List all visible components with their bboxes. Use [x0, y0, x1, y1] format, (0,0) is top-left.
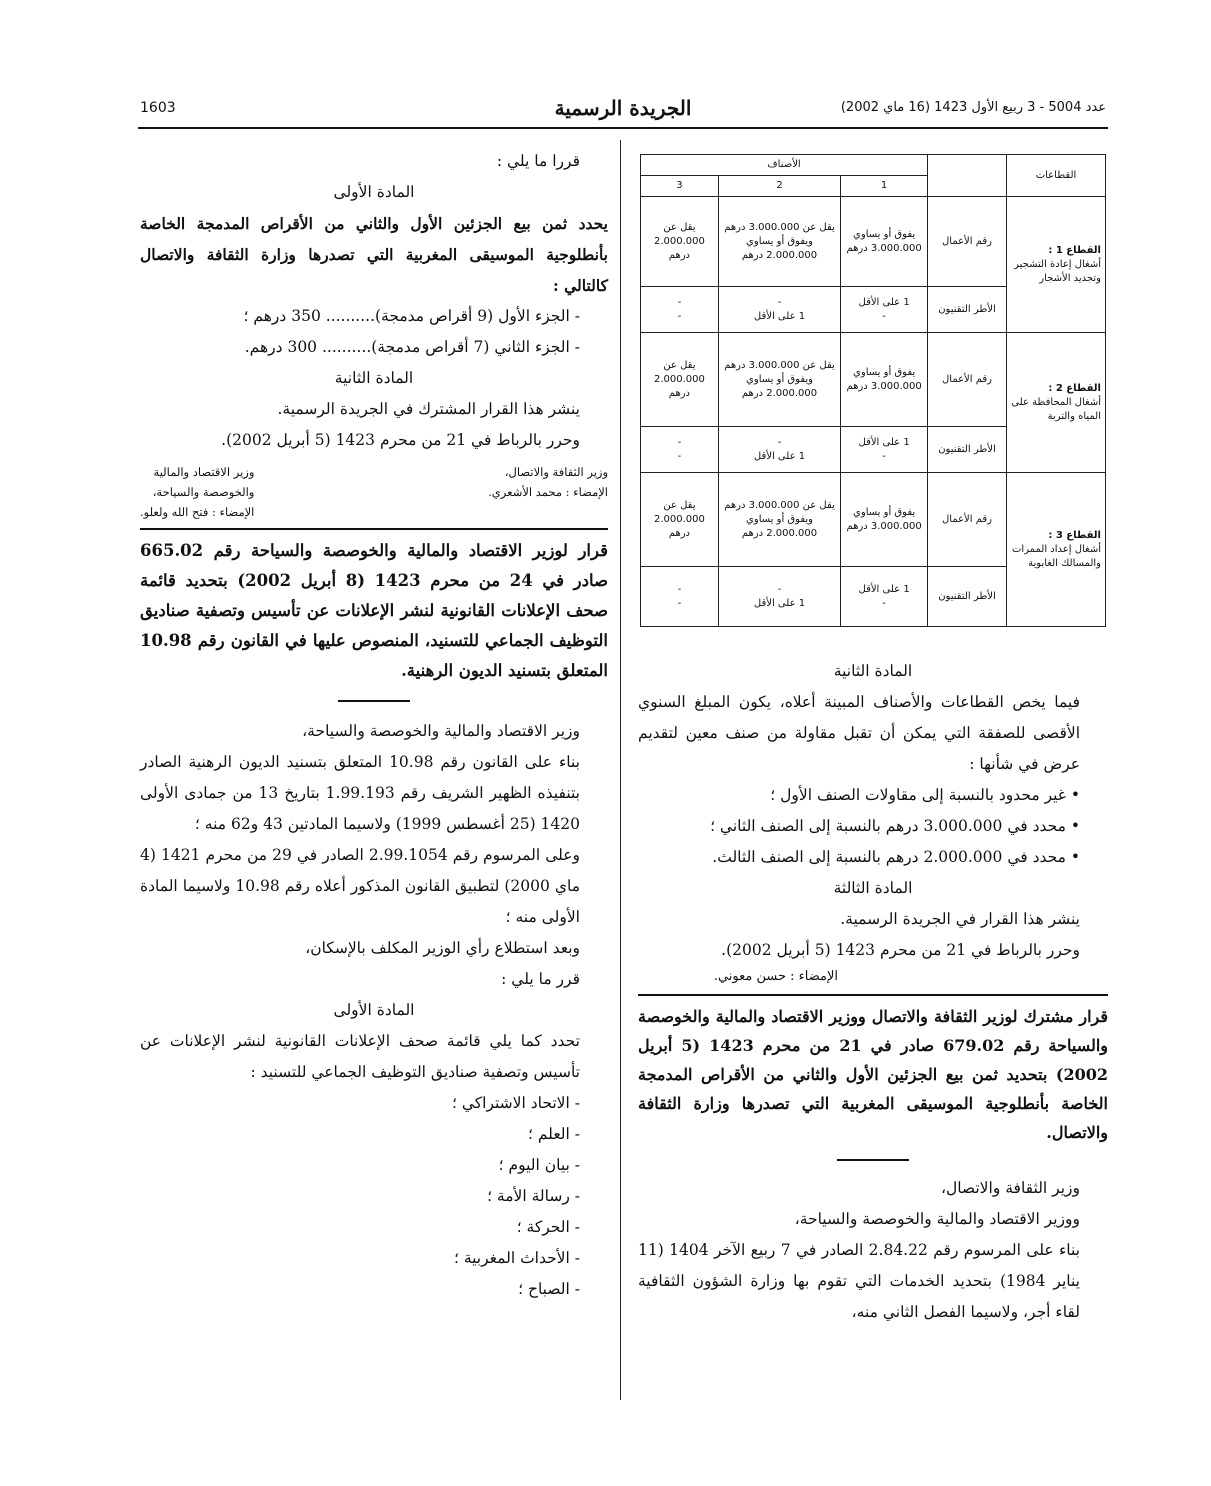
newspaper-item: - بيان اليوم ؛: [498, 1156, 580, 1174]
newspaper-item: - رسالة الأمة ؛: [487, 1187, 580, 1205]
article-3-text: ينشر هذا القرار في الجريدة الرسمية.: [840, 910, 1080, 928]
signature-right: الإمضاء : حسن معوني.: [713, 969, 838, 984]
done-at-right: وحرر بالرباط في 21 من محرم 1423 (5 أبريل 2002).: [721, 941, 1080, 959]
newspaper-item: - الأحداث المغربية ؛: [453, 1249, 580, 1267]
column-divider: [620, 140, 621, 1400]
row-turnover: رقم الأعمال: [928, 333, 1007, 427]
page-number: 1603: [140, 100, 176, 116]
cell-class-2: يقل عن 3.000.000 درهم ويفوق أو يساوي 2.000.000 درهم: [718, 333, 840, 427]
cell-staff-1: 1 على الأقل -: [841, 427, 928, 473]
header-class-1: 1: [841, 176, 928, 197]
cell-class-2: يقل عن 3.000.000 درهم ويفوق أو يساوي 2.000.000 درهم: [718, 473, 840, 567]
short-rule-right: [837, 1159, 909, 1161]
cell-staff-3: - -: [641, 427, 719, 473]
cell-staff-3: - -: [641, 567, 719, 627]
gazette-title: الجريدة الرسمية: [554, 96, 692, 120]
decree-679-title: قرار مشترك لوزير الثقافة والاتصال ووزير الاقتصاد والمالية والخوصصة والسياحة رقم 679.02 صادر في 21 من محرم 1423 (5 أبريل 2002) بتحديد ثمن بيع الجزئين الأول والثاني من الأقراص المدمجة الخاصة بأنطلوجية الموسيقى المغربية التي تصدرها وزارة الثقافة والاتصال.: [638, 1007, 1109, 1142]
cell-class-3: يقل عن 2.000.000 درهم: [641, 473, 719, 567]
row-staff: الأطر التقنيون: [928, 427, 1007, 473]
header-class-3: 3: [641, 176, 719, 197]
header-class-2: 2: [718, 176, 840, 197]
article-1b-title: المادة الأولى: [333, 1001, 415, 1019]
signature-economy: وزير الاقتصاد والمالية والخوصصة والسياحة، الإمضاء : فتح الله ولعلو.: [140, 465, 255, 519]
article-2-title-right: المادة الثانية: [833, 662, 913, 680]
issue-info: عدد 5004 - 3 ربيع الأول 1423 (16 ماي 2002): [840, 100, 1106, 115]
article-1-title: المادة الأولى: [333, 183, 415, 201]
signatures: [140, 462, 608, 522]
row-staff: الأطر التقنيون: [928, 567, 1007, 627]
cell-staff-1: 1 على الأقل -: [841, 567, 928, 627]
section-rule: [140, 528, 608, 530]
sector-1: القطاع 1 : أشغال إعادة التشجير وتجديد الأشجار: [1007, 197, 1106, 333]
article-2-text: ينشر هذا القرار المشترك في الجريدة الرسمية.: [277, 400, 580, 418]
cell-staff-2: - 1 على الأقل: [718, 567, 840, 627]
article-2-text-right: فيما يخص القطاعات والأصناف المبينة أعلاه، يكون المبلغ السنوي الأقصى للصفقة التي يمكن أن تقبل مقاولة من صنف معين لتقديم عرض في شأنها :: [638, 693, 1080, 773]
bullet-3: • محدد في 2.000.000 درهم بالنسبة إلى الصنف الثالث.: [712, 848, 1080, 866]
article-1-text: يحدد ثمن بيع الجزئين الأول والثاني من الأقراص المدمجة الخاصة بأنطلوجية الموسيقى المغربية التي تصدرها وزارة الثقافة والاتصال كالتالي :: [140, 214, 608, 295]
sectors-table: [640, 154, 1106, 627]
article-3-title: المادة الثالثة: [833, 879, 913, 897]
cell-class-3: يقل عن 2.000.000 درهم: [641, 197, 719, 287]
sector-2: القطاع 2 : أشغال المحافظة على المياه والتربة: [1007, 333, 1106, 473]
header-empty: [928, 155, 1007, 197]
preamble-1: بناء على القانون رقم 10.98 المتعلق بتسنيد الديون الرهنية الصادر بتنفيذه الظهير الشريف رقم 1.99.193 بتاريخ 13 من جمادى الأولى 1420 (25 أغسطس 1999) ولاسيما المادتين 43 و62 منه ؛: [140, 753, 580, 833]
header-rule: [138, 127, 1108, 129]
sector-3: القطاع 3 : أشغال إعداد الممرات والمسالك الغابوية: [1007, 473, 1106, 627]
row-turnover: رقم الأعمال: [928, 197, 1007, 287]
decided-line-2: قرر ما يلي :: [501, 970, 580, 988]
cell-class-1: يفوق أو يساوي 3.000.000 درهم: [841, 197, 928, 287]
row-staff: الأطر التقنيون: [928, 287, 1007, 333]
page-header: [140, 96, 1106, 126]
cell-staff-2: - 1 على الأقل: [718, 427, 840, 473]
newspaper-item: - الصباح ؛: [518, 1280, 580, 1298]
minister-1: وزير الثقافة والاتصال،: [940, 1179, 1080, 1197]
minister-2: ووزير الاقتصاد والمالية والخوصصة والسياحة،: [794, 1210, 1080, 1228]
decree-665-title: قرار لوزير الاقتصاد والمالية والخوصصة والسياحة رقم 665.02 صادر في 24 من محرم 1423 (8 أبريل 2002) بتحديد قائمة صحف الإعلانات القانونية لنشر الإعلانات عن تأسيس وتصفية صناديق التوظيف الجماعي للتسنيد، المنصوص عليها في القانون رقم 10.98 المتعلق بتسنيد الديون الرهنية.: [140, 541, 608, 680]
left-column: [140, 146, 608, 1305]
cell-staff-2: - 1 على الأقل: [718, 287, 840, 333]
preamble-right: بناء على المرسوم رقم 2.84.22 الصادر في 7 ربيع الآخر 1404 (11 يناير 1984) بتحديد الخدمات التي تقوم بها وزارة الشؤون الثقافية لقاء أجر، ولاسيما الفصل الثاني منه،: [638, 1241, 1080, 1321]
price-item-2: - الجزء الثاني (7 أقراص مدمجة).......... 300 درهم.: [244, 338, 580, 356]
signature-culture: وزير الثقافة والاتصال، الإمضاء : محمد الأشعري.: [488, 465, 608, 499]
decided-line: قررا ما يلي :: [496, 152, 580, 170]
preamble-3: وبعد استطلاع رأي الوزير المكلف بالإسكان،: [305, 939, 580, 957]
newspaper-item: - الحركة ؛: [516, 1218, 580, 1236]
bullet-2: • محدد في 3.000.000 درهم بالنسبة إلى الصنف الثاني ؛: [710, 817, 1080, 835]
row-turnover: رقم الأعمال: [928, 473, 1007, 567]
cell-class-1: يفوق أو يساوي 3.000.000 درهم: [841, 473, 928, 567]
bullet-1: • غير محدود بالنسبة إلى مقاولات الصنف الأول ؛: [770, 786, 1080, 804]
minister-line: وزير الاقتصاد والمالية والخوصصة والسياحة،: [302, 722, 580, 740]
section-rule-right: [638, 994, 1108, 996]
header-classes: الأصناف: [641, 155, 928, 176]
article-2-title: المادة الثانية: [334, 369, 414, 387]
cell-staff-3: - -: [641, 287, 719, 333]
cell-class-2: يقل عن 3.000.000 درهم ويفوق أو يساوي 2.000.000 درهم: [718, 197, 840, 287]
preamble-2: وعلى المرسوم رقم 2.99.1054 الصادر في 29 من محرم 1421 (4 ماي 2000) لتطبيق القانون المذكور أعلاه رقم 10.98 ولاسيما المادة الأولى منه ؛: [140, 846, 581, 926]
right-column: [638, 656, 1108, 1328]
price-item-1: - الجزء الأول (9 أقراص مدمجة).......... 350 درهم ؛: [243, 307, 580, 325]
newspaper-item: - العلم ؛: [528, 1125, 580, 1143]
cell-class-3: يقل عن 2.000.000 درهم: [641, 333, 719, 427]
short-rule: [338, 700, 410, 702]
cell-staff-1: 1 على الأقل -: [841, 287, 928, 333]
newspaper-item: - الاتحاد الاشتراكي ؛: [451, 1094, 580, 1112]
header-sectors: القطاعات: [1007, 155, 1106, 197]
article-1b-text: تحدد كما يلي قائمة صحف الإعلانات القانونية لنشر الإعلانات عن تأسيس وتصفية صناديق التوظيف الجماعي للتسنيد :: [140, 1032, 580, 1081]
cell-class-1: يفوق أو يساوي 3.000.000 درهم: [841, 333, 928, 427]
done-at: وحرر بالرباط في 21 من محرم 1423 (5 أبريل 2002).: [221, 431, 580, 449]
